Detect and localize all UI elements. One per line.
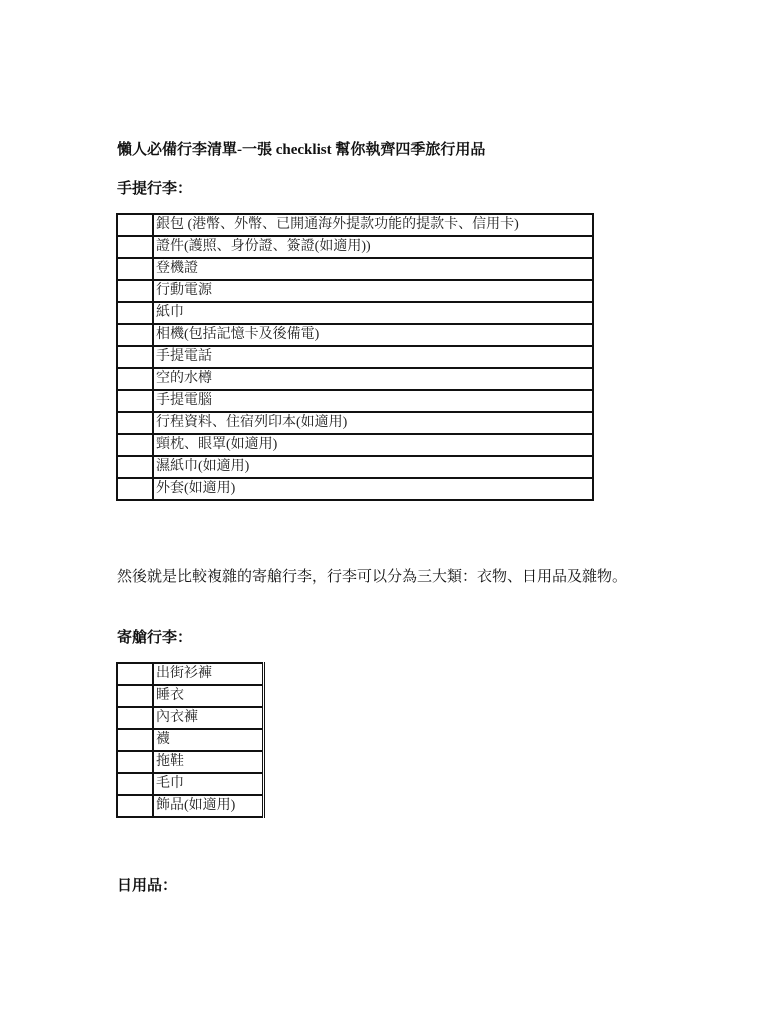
checkbox-cell xyxy=(117,368,153,390)
item-label: 毛巾 xyxy=(153,773,264,795)
item-label: 外套(如適用) xyxy=(153,478,593,500)
checkbox-cell xyxy=(117,773,153,795)
document-title: 懶人必備行李清單-一張 checklist 幫你執齊四季旅行用品 xyxy=(117,142,486,158)
checkbox-cell xyxy=(117,302,153,324)
table-row xyxy=(117,707,264,729)
item-label: 頸枕、眼罩(如適用) xyxy=(153,434,593,456)
table-row xyxy=(117,478,593,500)
checkbox-cell xyxy=(117,258,153,280)
table-row xyxy=(117,663,264,685)
table-row xyxy=(117,412,593,434)
table-row xyxy=(117,346,593,368)
table-row xyxy=(117,324,593,346)
table-row xyxy=(117,368,593,390)
item-label: 紙巾 xyxy=(153,302,593,324)
checkbox-cell xyxy=(117,434,153,456)
item-label: 空的水樽 xyxy=(153,368,593,390)
table-row xyxy=(117,258,593,280)
daily-items-heading: 日用品： xyxy=(117,878,178,894)
item-label: 手提電話 xyxy=(153,346,593,368)
item-label: 襪 xyxy=(153,729,264,751)
checkbox-cell xyxy=(117,456,153,478)
table-row xyxy=(117,729,264,751)
item-label: 手提電腦 xyxy=(153,390,593,412)
carry-on-checklist-table xyxy=(116,213,594,501)
table-row xyxy=(117,773,264,795)
carry-on-heading: 手提行李： xyxy=(117,181,193,197)
table-row xyxy=(117,236,593,258)
table-row xyxy=(117,685,264,707)
checkbox-cell xyxy=(117,346,153,368)
item-label: 相機(包括記憶卡及後備電) xyxy=(153,324,593,346)
item-label: 出街衫褲 xyxy=(153,663,264,685)
checkbox-cell xyxy=(117,729,153,751)
checked-luggage-heading: 寄艙行李： xyxy=(117,630,193,646)
table-row xyxy=(117,795,264,817)
table-row xyxy=(117,751,264,773)
intro-paragraph: 然後就是比較複雜的寄艙行李，行李可以分為三大類：衣物、日用品及雜物。 xyxy=(117,569,628,585)
checkbox-cell xyxy=(117,707,153,729)
item-label: 內衣褲 xyxy=(153,707,264,729)
checkbox-cell xyxy=(117,412,153,434)
item-label: 登機證 xyxy=(153,258,593,280)
table-row xyxy=(117,390,593,412)
item-label: 睡衣 xyxy=(153,685,264,707)
checkbox-cell xyxy=(117,280,153,302)
checkbox-cell xyxy=(117,390,153,412)
item-label: 濕紙巾(如適用) xyxy=(153,456,593,478)
item-label: 行動電源 xyxy=(153,280,593,302)
table-row xyxy=(117,302,593,324)
table-row xyxy=(117,280,593,302)
table-row xyxy=(117,456,593,478)
item-label: 行程資料、住宿列印本(如適用) xyxy=(153,412,593,434)
item-label: 拖鞋 xyxy=(153,751,264,773)
checkbox-cell xyxy=(117,751,153,773)
table-row xyxy=(117,434,593,456)
checkbox-cell xyxy=(117,236,153,258)
checkbox-cell xyxy=(117,663,153,685)
checkbox-cell xyxy=(117,685,153,707)
item-label: 飾品(如適用) xyxy=(153,795,264,817)
checkbox-cell xyxy=(117,478,153,500)
checked-luggage-checklist-table xyxy=(116,662,265,818)
checkbox-cell xyxy=(117,795,153,817)
item-label: 銀包 (港幣、外幣、已開通海外提款功能的提款卡、信用卡) xyxy=(153,214,593,236)
checkbox-cell xyxy=(117,324,153,346)
checkbox-cell xyxy=(117,214,153,236)
item-label: 證件(護照、身份證、簽證(如適用)) xyxy=(153,236,593,258)
table-row xyxy=(117,214,593,236)
